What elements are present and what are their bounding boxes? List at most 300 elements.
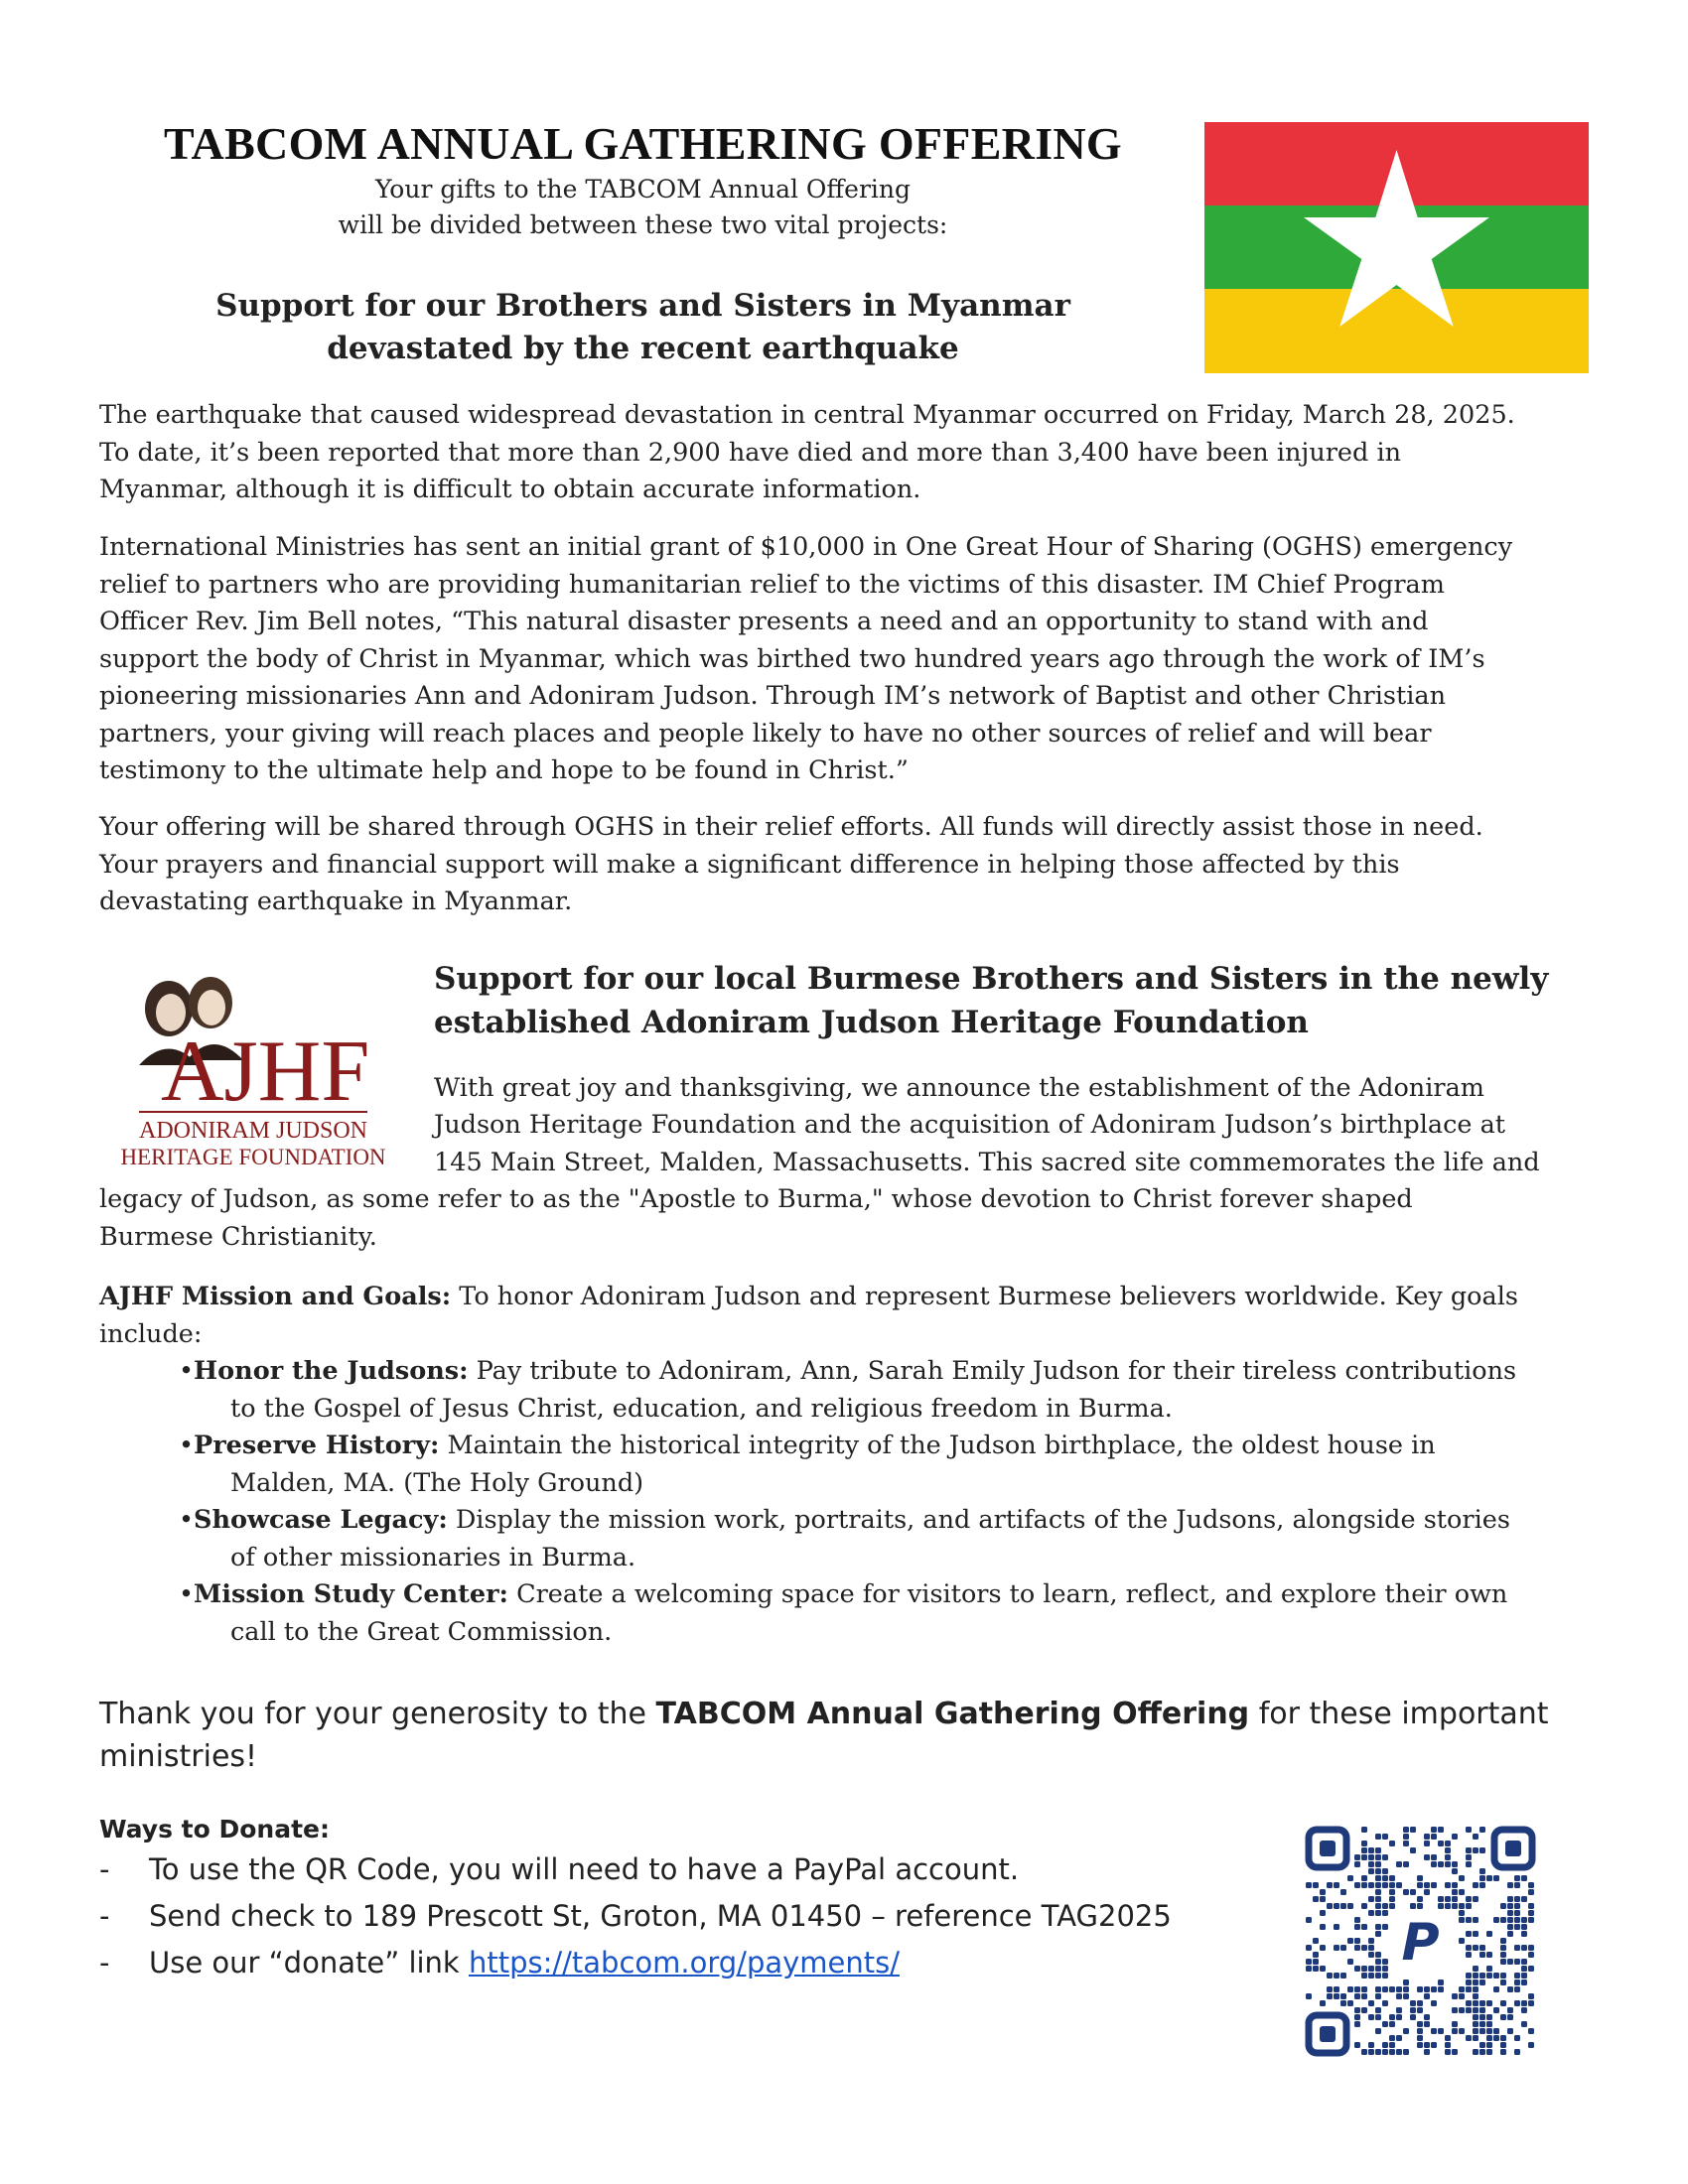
qr-module — [1368, 1938, 1374, 1944]
qr-module — [1403, 1827, 1409, 1833]
qr-module — [1486, 1931, 1492, 1937]
mission-line-2: include: — [99, 1319, 203, 1349]
mission-label: AJHF Mission and Goals: — [99, 1282, 452, 1311]
qr-module — [1473, 1882, 1478, 1888]
qr-module — [1479, 2007, 1485, 2013]
qr-module — [1500, 1979, 1506, 1985]
qr-module — [1528, 1993, 1534, 1999]
qr-module — [1354, 2021, 1360, 2027]
qr-module — [1521, 1896, 1527, 1902]
qr-module — [1521, 1945, 1527, 1951]
qr-module — [1486, 2014, 1492, 2020]
qr-module — [1479, 1882, 1485, 1888]
qr-module — [1466, 1945, 1472, 1951]
section1-paragraph-1 — [99, 397, 1589, 509]
qr-module — [1521, 1966, 1527, 1972]
qr-module — [1403, 2049, 1409, 2055]
qr-module — [1521, 1875, 1527, 1881]
qr-module — [1361, 1986, 1367, 1992]
qr-module — [1306, 1966, 1312, 1972]
goal-item: •Mission Study Center: Create a welcoming space for visitors to learn, reflect, and explore their own — [179, 1579, 1508, 1609]
qr-module — [1445, 1854, 1451, 1860]
qr-module — [1424, 1854, 1430, 1860]
qr-module — [1466, 1973, 1472, 1979]
qr-module — [1507, 1959, 1513, 1965]
qr-module — [1452, 1903, 1458, 1909]
qr-module — [1382, 1924, 1388, 1930]
qr-module — [1368, 2000, 1374, 2006]
qr-module — [1361, 2049, 1367, 2055]
qr-module — [1438, 2028, 1444, 2034]
qr-module — [1521, 1973, 1527, 1979]
qr-module — [1375, 1931, 1381, 1937]
qr-module — [1306, 1993, 1312, 1999]
qr-module — [1445, 1882, 1451, 1888]
text-line: pioneering missionaries Ann and Adoniram Judson. Through IM’s network of Baptist and other Christian — [99, 681, 1446, 711]
qr-module — [1396, 2035, 1402, 2041]
goal-text-continued: Malden, MA. (The Holy Ground) — [230, 1468, 644, 1498]
logo-letters-text: AJHF — [161, 1024, 370, 1120]
qr-module — [1431, 1882, 1437, 1888]
subtitle-line-1: Your gifts to the TABCOM Annual Offering — [374, 175, 912, 204]
qr-module — [1354, 1924, 1360, 1930]
paypal-qr-code[interactable] — [1304, 1825, 1537, 2058]
qr-module — [1459, 2028, 1465, 2034]
qr-module — [1396, 1861, 1402, 1867]
ajhf-logo — [99, 961, 407, 1174]
qr-module — [1382, 1854, 1388, 1860]
text-line: Your offering will be shared through OGHS in their relief efforts. All funds will directly assist those in need. — [99, 812, 1483, 842]
qr-module — [1507, 1917, 1513, 1923]
subtitle-line-2: will be divided between these two vital projects: — [338, 210, 948, 239]
qr-module — [1306, 1945, 1312, 1951]
qr-module — [1334, 1973, 1339, 1979]
qr-module — [1473, 2049, 1478, 2055]
qr-module — [1507, 2007, 1513, 2013]
qr-module — [1375, 1952, 1381, 1958]
qr-module — [1327, 1903, 1333, 1909]
qr-module — [1486, 1973, 1492, 1979]
qr-module — [1445, 1847, 1451, 1853]
qr-module — [1507, 1903, 1513, 1909]
qr-module — [1389, 2049, 1395, 2055]
qr-module — [1514, 1945, 1520, 1951]
qr-module — [1473, 1847, 1478, 1853]
qr-module — [1466, 1896, 1472, 1902]
qr-module — [1528, 1952, 1534, 1958]
section2-heading-line-1: Support for our local Burmese Brothers and Sisters in the newly — [434, 961, 1549, 997]
goal-text-continued: to the Gospel of Jesus Christ, education, and religious freedom in Burma. — [230, 1394, 1173, 1424]
qr-module — [1361, 1854, 1367, 1860]
qr-module — [1431, 2028, 1437, 2034]
qr-module — [1424, 2049, 1430, 2055]
qr-module — [1382, 1868, 1388, 1874]
thanks-suffix: for these important — [1249, 1697, 1549, 1731]
goal-text: Pay tribute to Adoniram, Ann, Sarah Emily Judson for their tireless contributions — [468, 1356, 1517, 1386]
qr-module — [1354, 1917, 1360, 1923]
qr-module — [1466, 1917, 1472, 1923]
qr-module — [1486, 2028, 1492, 2034]
qr-module — [1368, 2014, 1374, 2020]
qr-module — [1445, 1861, 1451, 1867]
text-line: Your prayers and financial support will make a significant difference in helping those affected by this — [99, 849, 1400, 880]
donate-item: - To use the QR Code, you will need to have a PayPal account. — [99, 1852, 1020, 1886]
qr-module — [1396, 1993, 1402, 1999]
qr-module — [1382, 1910, 1388, 1916]
qr-module — [1375, 1868, 1381, 1874]
qr-module — [1459, 1993, 1465, 1999]
qr-module — [1382, 2021, 1388, 2027]
qr-module — [1375, 2049, 1381, 2055]
qr-module — [1313, 1938, 1319, 1944]
qr-module — [1459, 1889, 1465, 1895]
qr-module — [1445, 1896, 1451, 1902]
qr-module — [1361, 1973, 1367, 1979]
qr-module — [1334, 1924, 1339, 1930]
text-line: To date, it’s been reported that more than 2,900 have died and more than 3,400 have been injured in — [99, 437, 1402, 468]
goal-text: Create a welcoming space for visitors to learn, reflect, and explore their own — [507, 1579, 1508, 1609]
qr-module — [1473, 2021, 1478, 2027]
qr-module — [1479, 2042, 1485, 2048]
qr-module — [1514, 1910, 1520, 1916]
thanks-line-2: ministries! — [99, 1739, 258, 1774]
qr-module — [1445, 1903, 1451, 1909]
section2-heading-line-2: established Adoniram Judson Heritage Foundation — [434, 1005, 1309, 1040]
qr-module — [1417, 2000, 1423, 2006]
text-line: International Ministries has sent an initial grant of $10,000 in One Great Hour of Sharing (OGHS) emergency — [99, 532, 1513, 562]
qr-module — [1507, 1896, 1513, 1902]
qr-module — [1459, 1986, 1465, 1992]
qr-module — [1479, 1979, 1485, 1985]
section1-heading-line-1: Support for our Brothers and Sisters in Myanmar — [215, 288, 1070, 324]
qr-module — [1375, 1834, 1381, 1840]
qr-module — [1403, 1889, 1409, 1895]
qr-module — [1466, 2007, 1472, 2013]
qr-module — [1375, 2007, 1381, 2013]
mission-text: To honor Adoniram Judson and represent Burmese believers worldwide. Key goals — [451, 1282, 1518, 1311]
qr-module — [1361, 1945, 1367, 1951]
qr-module — [1375, 1875, 1381, 1881]
qr-module — [1507, 1882, 1513, 1888]
qr-module — [1514, 1882, 1520, 1888]
qr-module — [1368, 1952, 1374, 1958]
qr-module — [1507, 1931, 1513, 1937]
qr-module — [1452, 1834, 1458, 1840]
section1-paragraph-3 — [99, 809, 1589, 921]
qr-module — [1354, 1861, 1360, 1867]
qr-module — [1361, 1875, 1367, 1881]
qr-module — [1334, 1993, 1339, 1999]
qr-module — [1424, 1882, 1430, 1888]
qr-module — [1473, 1917, 1478, 1923]
qr-module — [1452, 2049, 1458, 2055]
qr-module — [1479, 1847, 1485, 1853]
qr-module — [1424, 2021, 1430, 2027]
qr-module — [1375, 1910, 1381, 1916]
qr-module — [1382, 1882, 1388, 1888]
qr-module — [1313, 1952, 1319, 1958]
qr-module — [1466, 1952, 1472, 1958]
qr-module — [1354, 1993, 1360, 1999]
qr-module — [1466, 1979, 1472, 1985]
qr-module — [1368, 1868, 1374, 1874]
qr-module — [1389, 2035, 1395, 2041]
qr-module — [1375, 1847, 1381, 1853]
qr-module — [1410, 1827, 1416, 1833]
thanks-bold: TABCOM Annual Gathering Offering — [655, 1697, 1250, 1731]
qr-module — [1452, 2007, 1458, 2013]
qr-module — [1493, 1917, 1499, 1923]
section1-heading-line-2: devastated by the recent earthquake — [327, 331, 959, 366]
qr-module — [1473, 1896, 1478, 1902]
qr-module — [1528, 2000, 1534, 2006]
qr-module — [1354, 2042, 1360, 2048]
qr-module — [1466, 1986, 1472, 1992]
thank-you-text — [99, 1693, 1589, 1778]
goal-label: Mission Study Center: — [194, 1579, 508, 1609]
qr-module — [1521, 1931, 1527, 1937]
qr-module — [1479, 2028, 1485, 2034]
qr-module — [1368, 1854, 1374, 1860]
goal-label: Honor the Judsons: — [194, 1356, 469, 1386]
qr-module — [1500, 1959, 1506, 1965]
qr-module — [1514, 1903, 1520, 1909]
qr-module — [1479, 2014, 1485, 2020]
page-title: TABCOM ANNUAL GATHERING OFFERING — [163, 118, 1123, 169]
qr-module — [1361, 2007, 1367, 2013]
qr-module — [1500, 1938, 1506, 1944]
qr-module — [1361, 1993, 1367, 1999]
qr-module — [1327, 1882, 1333, 1888]
qr-module — [1368, 1966, 1374, 1972]
section2-line-1: With great joy and thanksgiving, we announce the establishment of the Adoniram — [434, 1073, 1484, 1103]
qr-module — [1354, 1938, 1360, 1944]
qr-module — [1493, 2035, 1499, 2041]
qr-module — [1417, 1903, 1423, 1909]
qr-module — [1424, 1889, 1430, 1895]
qr-module — [1320, 1945, 1326, 1951]
qr-module — [1368, 1861, 1374, 1867]
qr-module — [1466, 1847, 1472, 1853]
logo-line-1: ADONIRAM JUDSON — [138, 1118, 368, 1144]
qr-module — [1382, 1973, 1388, 1979]
qr-module — [1313, 1882, 1319, 1888]
goal-text: Display the mission work, portraits, and artifacts of the Judsons, alongside stories — [447, 1505, 1510, 1535]
qr-module — [1382, 1875, 1388, 1881]
qr-module — [1500, 1952, 1506, 1958]
donate-item: - Use our “donate” link https://tabcom.org/payments/ — [99, 1946, 901, 1979]
qr-module — [1507, 1910, 1513, 1916]
qr-module — [1479, 2000, 1485, 2006]
qr-module — [1473, 1931, 1478, 1937]
qr-module — [1340, 1889, 1346, 1895]
qr-module — [1500, 1973, 1506, 1979]
qr-module — [1479, 2021, 1485, 2027]
qr-module — [1354, 1966, 1360, 1972]
donate-link[interactable]: https://tabcom.org/payments/ — [468, 1946, 901, 1979]
qr-module — [1368, 2049, 1374, 2055]
text-line: Officer Rev. Jim Bell notes, “This natural disaster presents a need and an opportunity to stand with and — [99, 607, 1429, 636]
qr-module — [1521, 2000, 1527, 2006]
qr-module — [1452, 1868, 1458, 1874]
qr-module — [1528, 2028, 1534, 2034]
qr-module — [1361, 1966, 1367, 1972]
qr-module — [1514, 1917, 1520, 1923]
qr-module — [1521, 2021, 1527, 2027]
qr-module — [1361, 1903, 1367, 1909]
qr-module — [1375, 2028, 1381, 2034]
qr-module — [1528, 1882, 1534, 1888]
section1-paragraph-2 — [99, 529, 1589, 790]
qr-module — [1368, 2042, 1374, 2048]
qr-module — [1431, 2000, 1437, 2006]
qr-module — [1320, 1910, 1326, 1916]
qr-module — [1507, 1986, 1513, 1992]
qr-module — [1500, 1945, 1506, 1951]
qr-module — [1375, 1882, 1381, 1888]
qr-module — [1479, 1868, 1485, 1874]
qr-module — [1354, 2007, 1360, 2013]
qr-module — [1514, 1959, 1520, 1965]
qr-module — [1417, 2042, 1423, 2048]
goal-text: Maintain the historical integrity of the Judson birthplace, the oldest house in — [439, 1431, 1436, 1460]
qr-module — [1473, 1986, 1478, 1992]
qr-module — [1327, 1973, 1333, 1979]
qr-module — [1382, 1959, 1388, 1965]
qr-module — [1445, 2049, 1451, 2055]
qr-module — [1452, 2021, 1458, 2027]
qr-module — [1354, 1882, 1360, 1888]
qr-module — [1375, 1986, 1381, 1992]
qr-module — [1521, 1917, 1527, 1923]
qr-module — [1424, 2042, 1430, 2048]
qr-module — [1347, 1986, 1353, 1992]
qr-module — [1459, 1903, 1465, 1909]
qr-module — [1514, 1924, 1520, 1930]
qr-module — [1528, 1889, 1534, 1895]
qr-module — [1375, 1903, 1381, 1909]
qr-module — [1438, 1841, 1444, 1846]
qr-module — [1320, 1896, 1326, 1902]
thanks-prefix: Thank you for your generosity to the — [99, 1697, 656, 1731]
qr-module — [1514, 2049, 1520, 2055]
text-line: partners, your giving will reach places and people likely to have no other sources of relief and will bear — [99, 718, 1432, 749]
qr-module — [1466, 2000, 1472, 2006]
qr-module — [1389, 1896, 1395, 1902]
qr-module — [1313, 1966, 1319, 1972]
section2-line-4: legacy of Judson, as some refer to as the "Apostle to Burma," whose devotion to Christ forever shaped — [99, 1184, 1413, 1214]
qr-module — [1514, 2000, 1520, 2006]
qr-module — [1493, 1986, 1499, 1992]
qr-module — [1473, 2028, 1478, 2034]
text-line: testimony to the ultimate help and hope to be found in Christ.” — [99, 755, 909, 785]
qr-module — [1452, 1882, 1458, 1888]
qr-module — [1347, 2000, 1353, 2006]
qr-module — [1375, 1959, 1381, 1965]
goal-item: •Honor the Judsons: Pay tribute to Adoniram, Ann, Sarah Emily Judson for their tireless contributions — [179, 1356, 1517, 1386]
qr-module — [1479, 1952, 1485, 1958]
qr-module — [1361, 1841, 1367, 1846]
qr-module — [1354, 1854, 1360, 1860]
qr-module — [1424, 1986, 1430, 1992]
qr-module — [1445, 1841, 1451, 1846]
qr-module — [1473, 1966, 1478, 1972]
qr-module — [1334, 1903, 1339, 1909]
qr-module — [1410, 1847, 1416, 1853]
qr-module — [1473, 2007, 1478, 2013]
qr-module — [1382, 2042, 1388, 2048]
qr-module — [1347, 1903, 1353, 1909]
qr-module — [1375, 1854, 1381, 1860]
mission-line-1 — [99, 1282, 1518, 1311]
qr-module — [1438, 1903, 1444, 1909]
qr-module — [1486, 1966, 1492, 1972]
qr-module — [1486, 2042, 1492, 2048]
qr-module — [1320, 1924, 1326, 1930]
qr-module — [1521, 1979, 1527, 1985]
qr-module — [1473, 1973, 1478, 1979]
qr-module — [1320, 1889, 1326, 1895]
qr-module — [1452, 1889, 1458, 1895]
qr-module — [1368, 1910, 1374, 1916]
qr-module — [1507, 2014, 1513, 2020]
qr-module — [1500, 1917, 1506, 1923]
qr-module — [1410, 1903, 1416, 1909]
qr-module — [1417, 1986, 1423, 1992]
qr-module — [1340, 1993, 1346, 1999]
qr-module — [1473, 2000, 1478, 2006]
qr-module — [1528, 2042, 1534, 2048]
qr-module — [1340, 2000, 1346, 2006]
qr-module — [1438, 1896, 1444, 1902]
qr-module — [1452, 1896, 1458, 1902]
qr-module — [1375, 1924, 1381, 1930]
qr-module — [1486, 2049, 1492, 2055]
qr-module — [1389, 1875, 1395, 1881]
qr-module — [1514, 1986, 1520, 1992]
qr-module — [1528, 1910, 1534, 1916]
qr-module — [1375, 1861, 1381, 1867]
section2-line-3: 145 Main Street, Malden, Massachusetts. This sacred site commemorates the life and — [434, 1148, 1540, 1177]
qr-module — [1479, 1945, 1485, 1951]
qr-module — [1389, 1889, 1395, 1895]
qr-module — [1431, 1986, 1437, 1992]
qr-module — [1466, 1861, 1472, 1867]
qr-module — [1431, 2042, 1437, 2048]
qr-module — [1473, 2035, 1478, 2041]
qr-module — [1486, 2035, 1492, 2041]
goal-text-continued: of other missionaries in Burma. — [230, 1543, 636, 1572]
qr-module — [1438, 1979, 1444, 1985]
qr-module — [1340, 1945, 1346, 1951]
qr-module — [1521, 2007, 1527, 2013]
qr-module — [1466, 1854, 1472, 1860]
qr-module — [1473, 2014, 1478, 2020]
qr-module — [1417, 2035, 1423, 2041]
paypal-icon: P — [1401, 1913, 1440, 1973]
qr-module — [1466, 1931, 1472, 1937]
goal-label: Showcase Legacy: — [194, 1505, 448, 1535]
qr-module — [1382, 1966, 1388, 1972]
qr-module — [1493, 1973, 1499, 1979]
section2-line-2: Judson Heritage Foundation and the acquisition of Adoniram Judson’s birthplace at — [434, 1110, 1506, 1140]
qr-module — [1382, 1986, 1388, 1992]
qr-module — [1368, 1847, 1374, 1853]
qr-module — [1473, 1834, 1478, 1840]
qr-module — [1459, 1910, 1465, 1916]
qr-module — [1410, 2014, 1416, 2020]
qr-module — [1500, 1903, 1506, 1909]
